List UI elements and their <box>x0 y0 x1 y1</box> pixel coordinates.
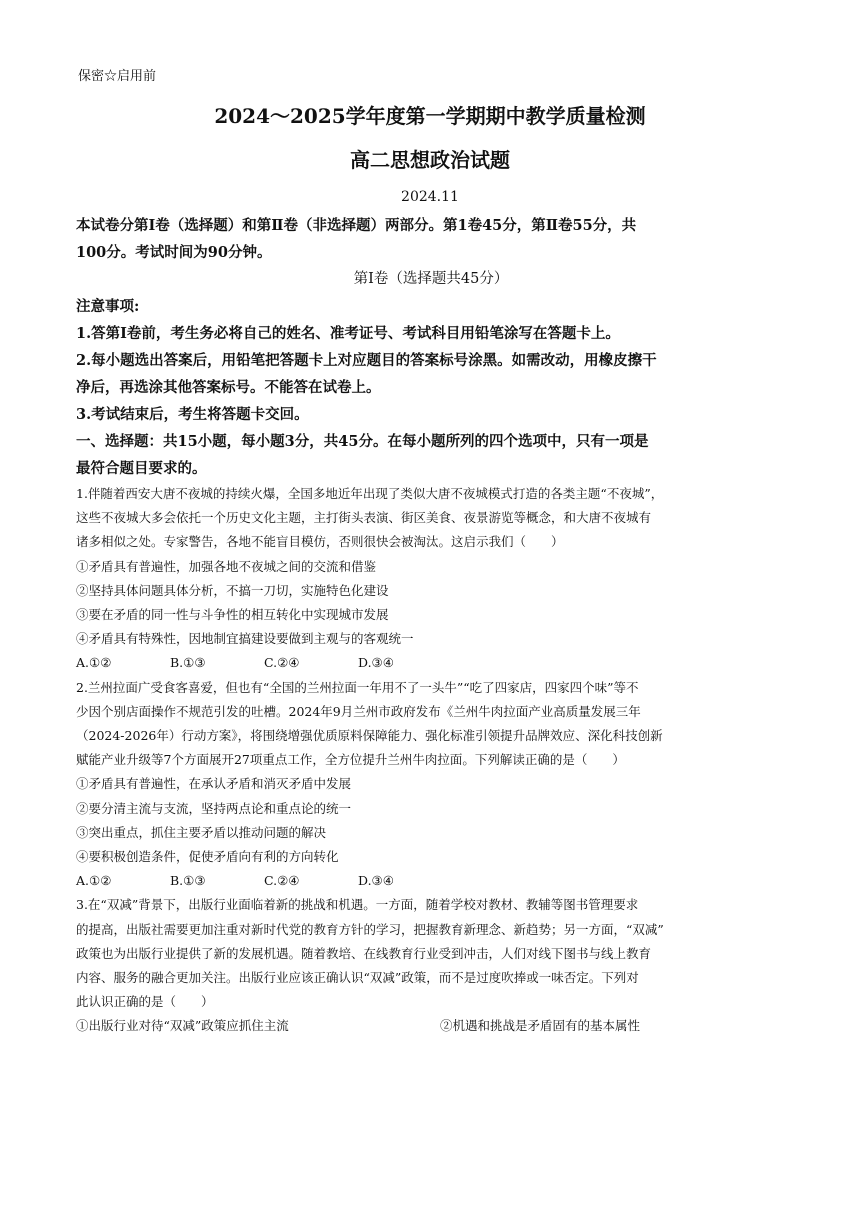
section-heading: 一、选择题：共15小题，每小题3分，共45分。在每小题所列的四个选项中，只有一项是 <box>76 433 649 450</box>
answer-options <box>76 869 786 893</box>
notice-heading: 注意事项: <box>76 298 140 315</box>
statement-item: ④要积极创造条件，促使矛盾向有利的方向转化 <box>76 849 339 865</box>
option-d: D.③④ <box>358 873 394 889</box>
question-stem-line: 这些不夜城大多会依托一个历史文化主题，主打街头表演、街区美食、夜景游览等概念，和大唐不夜城有 <box>76 510 652 526</box>
confidential-label: 保密☆启用前 <box>78 69 157 84</box>
notice-item: 3.考试结束后，考生将答题卡交回。 <box>76 406 309 423</box>
exam-date: 2024.11 <box>401 189 459 205</box>
option-a: A.①② <box>76 655 112 671</box>
statement-row <box>76 1014 786 1038</box>
exam-body <box>76 212 786 1039</box>
question-stem-line: 赋能产业升级等7个方面展开27项重点工作，全方位提升兰州牛肉拉面。下列解读正确的是（ ） <box>76 752 625 768</box>
option-c: C.②④ <box>264 655 300 671</box>
notice-item: 2.每小题选出答案后，用铅笔把答题卡上对应题目的答案标号涂黑。如需改动，用橡皮擦干 <box>76 352 657 369</box>
question-1 <box>76 482 786 676</box>
intro-line: 本试卷分第Ⅰ卷（选择题）和第Ⅱ卷（非选择题）两部分。第1卷45分，第Ⅱ卷55分，共 <box>76 217 637 234</box>
question-2 <box>76 676 786 894</box>
question-stem-line: 少因个别店面操作不规范引发的吐槽。2024年9月兰州市政府发布《兰州牛肉拉面产业高质量发展三年 <box>76 703 641 719</box>
statement-item: ②坚持具体问题具体分析，不搞一刀切，实施特色化建设 <box>76 582 389 598</box>
question-stem-line: 内容、服务的融合更加关注。出版行业应该正确认识“双减”政策，而不是过度吹捧或一味否定。下列对 <box>76 970 639 986</box>
statement-item: ①矛盾具有普遍性，加强各地不夜城之间的交流和借鉴 <box>76 558 377 574</box>
option-b: B.①③ <box>170 655 206 671</box>
question-stem-line: （2024-2026年）行动方案》，将围绕增强优质原料保障能力、强化标准引领提升品牌效应、深化科技创新 <box>76 728 663 744</box>
option-c: C.②④ <box>264 873 300 889</box>
statement-item: ①矛盾具有普遍性，在承认矛盾和消灭矛盾中发展 <box>76 776 352 792</box>
exam-subject-title: 高二思想政治试题 <box>350 148 510 172</box>
question-stem-line: 3.在“双减”背景下，出版行业面临着新的挑战和机遇。一方面，随着学校对教材、教辅等图书管理要求 <box>76 897 639 913</box>
statement-item: ②要分清主流与支流，坚持两点论和重点论的统一 <box>76 800 352 816</box>
option-d: D.③④ <box>358 655 394 671</box>
answer-options <box>76 651 786 675</box>
exam-title: 2024～2025学年度第一学期期中教学质量检测 <box>214 104 646 128</box>
statement-item: ①出版行业对待“双减”政策应抓住主流 <box>76 1018 289 1034</box>
intro-line: 100分。考试时间为90分钟。 <box>76 244 272 261</box>
question-stem-line: 1.伴随着西安大唐不夜城的持续火爆，全国多地近年出现了类似大唐不夜城模式打造的各类主题“不夜城”， <box>76 486 664 501</box>
part1-title: 第Ⅰ卷（选择题共45分） <box>353 271 509 287</box>
statement-item: ③要在矛盾的同一性与斗争性的相互转化中实现城市发展 <box>76 607 389 623</box>
question-stem-line: 政策也为出版行业提供了新的发展机遇。随着教培、在线教育行业受到冲击，人们对线下图书与线上教育 <box>76 945 652 961</box>
option-a: A.①② <box>76 873 112 889</box>
question-stem-line: 诸多相似之处。专家警告，各地不能盲目模仿，否则很快会被淘汰。这启示我们（ ） <box>76 534 564 550</box>
notice-item: 净后，再选涂其他答案标号。不能答在试卷上。 <box>76 379 381 396</box>
statement-item: ③突出重点，抓住主要矛盾以推动问题的解决 <box>76 824 327 840</box>
question-stem-line: 2.兰州拉面广受食客喜爱，但也有“全国的兰州拉面一年用不了一头牛”“吃了四家店，四家四个味”等不 <box>76 679 639 695</box>
statement-item: ②机遇和挑战是矛盾固有的基本属性 <box>440 1018 641 1034</box>
question-3 <box>76 893 786 1038</box>
question-stem-line: 的提高，出版社需要更加注重对新时代党的教育方针的学习，把握教育新理念、新趋势；另一方面，“双减” <box>76 921 664 937</box>
question-stem-line: 此认识正确的是（ ） <box>76 994 214 1010</box>
option-b: B.①③ <box>170 873 206 889</box>
section-heading: 最符合题目要求的。 <box>76 460 207 477</box>
statement-item: ④矛盾具有特殊性，因地制宜搞建设要做到主观与的客观统一 <box>76 631 414 647</box>
notice-item: 1.答第Ⅰ卷前，考生务必将自己的姓名、准考证号、考试科目用铅笔涂写在答题卡上。 <box>76 325 620 342</box>
